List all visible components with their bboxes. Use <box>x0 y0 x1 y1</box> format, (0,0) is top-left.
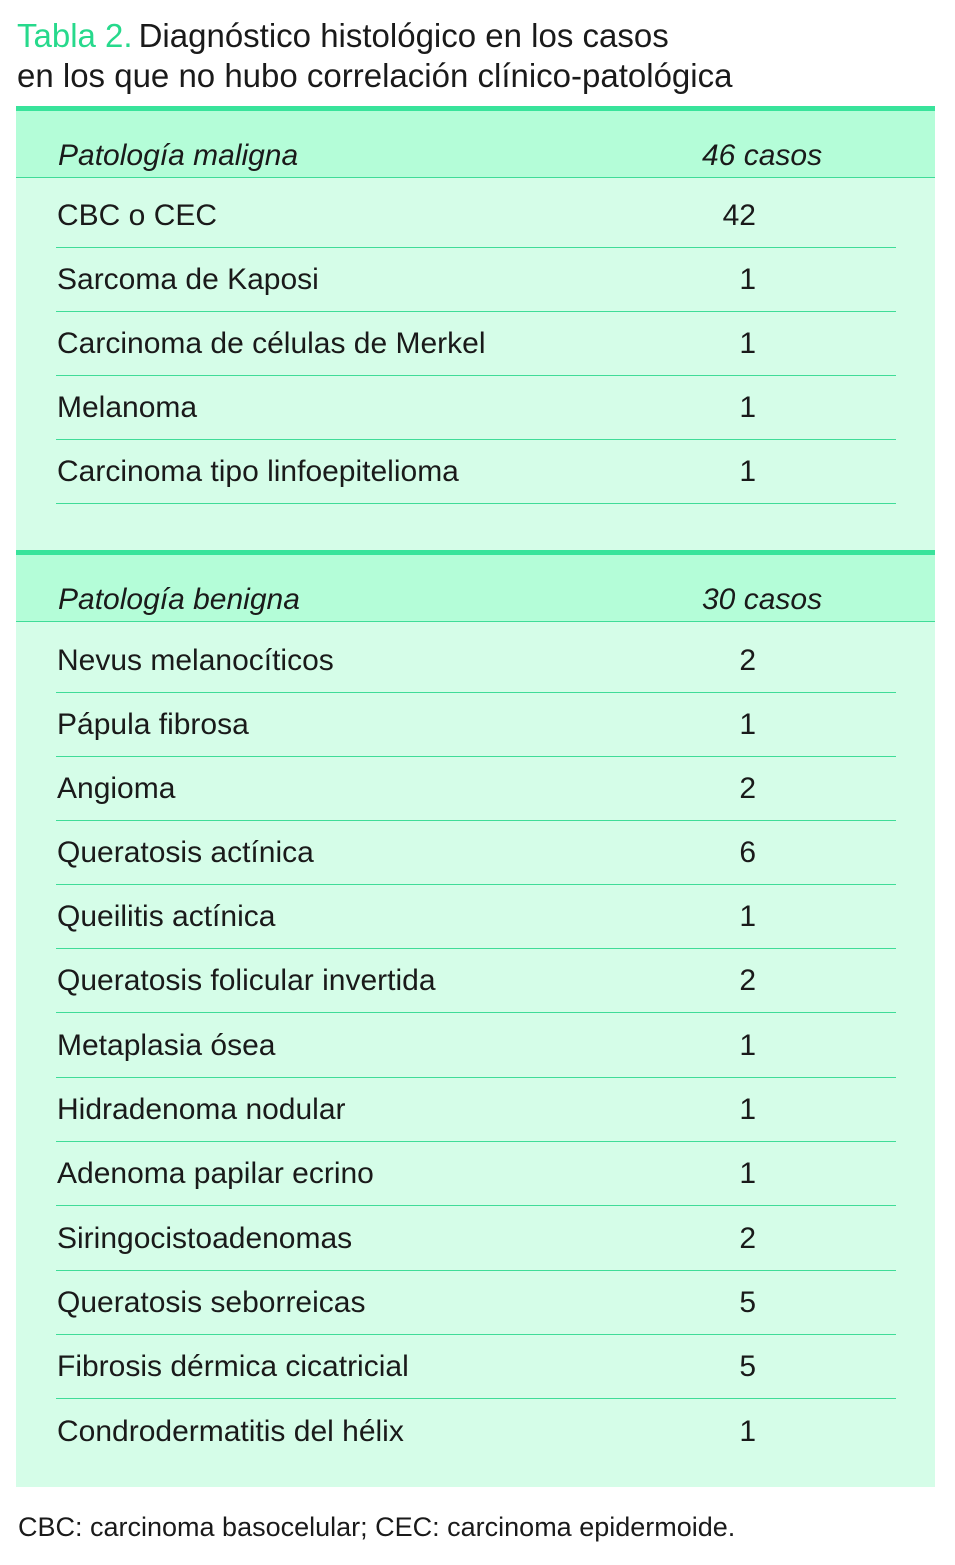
table-row <box>56 1014 896 1078</box>
row-label: Sarcoma de Kaposi <box>57 263 319 296</box>
row-value: 2 <box>739 964 756 997</box>
row-label: Melanoma <box>57 391 198 424</box>
row-label: Queratosis folicular invertida <box>57 964 436 997</box>
table-row <box>56 629 896 693</box>
row-value: 1 <box>739 455 756 488</box>
row-label: Condrodermatitis del hélix <box>57 1415 404 1448</box>
table-row <box>56 184 896 248</box>
title-text-line-1: Diagnóstico histológico en los casos <box>138 17 669 54</box>
section-header-maligna <box>16 106 935 178</box>
table-row <box>56 1400 896 1464</box>
table-row <box>56 821 896 885</box>
row-value: 1 <box>739 1093 756 1126</box>
row-value: 5 <box>739 1350 756 1383</box>
section-heading: Patología maligna <box>58 139 299 172</box>
table-row <box>56 757 896 821</box>
row-value: 1 <box>739 327 756 360</box>
row-value: 2 <box>739 644 756 677</box>
section-header-benigna <box>16 550 935 622</box>
row-value: 1 <box>739 1415 756 1448</box>
row-label: Hidradenoma nodular <box>57 1093 346 1126</box>
row-value: 6 <box>739 836 756 869</box>
table-row <box>56 1335 896 1399</box>
table-number-label: Tabla 2. <box>17 17 133 54</box>
table-row <box>56 312 896 376</box>
row-label: Carcinoma tipo linfoepitelioma <box>57 455 459 488</box>
row-label: Queratosis actínica <box>57 836 314 869</box>
row-label: Adenoma papilar ecrino <box>57 1157 374 1190</box>
row-value: 1 <box>739 1157 756 1190</box>
row-label: Carcinoma de células de Merkel <box>57 327 486 360</box>
row-label: Metaplasia ósea <box>57 1029 276 1062</box>
table-row <box>56 440 896 504</box>
section-count: 30 casos <box>702 583 823 616</box>
row-label: Fibrosis dérmica cicatricial <box>57 1350 409 1383</box>
table-row <box>56 1078 896 1142</box>
row-label: Queratosis seborreicas <box>57 1286 366 1319</box>
row-label: Nevus melanocíticos <box>57 644 334 677</box>
row-value: 1 <box>739 391 756 424</box>
row-value: 2 <box>739 772 756 805</box>
table-footnote: CBC: carcinoma basocelular; CEC: carcinoma epidermoide. <box>18 1512 736 1542</box>
row-value: 1 <box>739 900 756 933</box>
table-row <box>56 248 896 312</box>
table-row <box>56 1271 896 1335</box>
title-line-1 <box>17 16 937 56</box>
table-row <box>56 949 896 1013</box>
row-value: 1 <box>739 708 756 741</box>
section-count: 46 casos <box>702 139 823 172</box>
table-title <box>17 16 937 96</box>
diagnosis-table <box>16 106 935 1487</box>
row-value: 5 <box>739 1286 756 1319</box>
row-label: Angioma <box>57 772 176 805</box>
row-value: 42 <box>722 199 756 232</box>
table-row <box>56 1142 896 1206</box>
section-heading: Patología benigna <box>58 583 300 616</box>
row-value: 1 <box>739 1029 756 1062</box>
row-label: Pápula fibrosa <box>57 708 249 741</box>
row-label: CBC o CEC <box>57 199 218 232</box>
table-row <box>56 1207 896 1271</box>
row-value: 1 <box>739 263 756 296</box>
table-row <box>56 693 896 757</box>
row-value: 2 <box>739 1222 756 1255</box>
title-text-line-2: en los que no hubo correlación clínico-patológica <box>17 57 733 94</box>
table-row <box>56 885 896 949</box>
row-label: Queilitis actínica <box>57 900 276 933</box>
table-row <box>56 376 896 440</box>
row-label: Siringocistoadenomas <box>57 1222 353 1255</box>
